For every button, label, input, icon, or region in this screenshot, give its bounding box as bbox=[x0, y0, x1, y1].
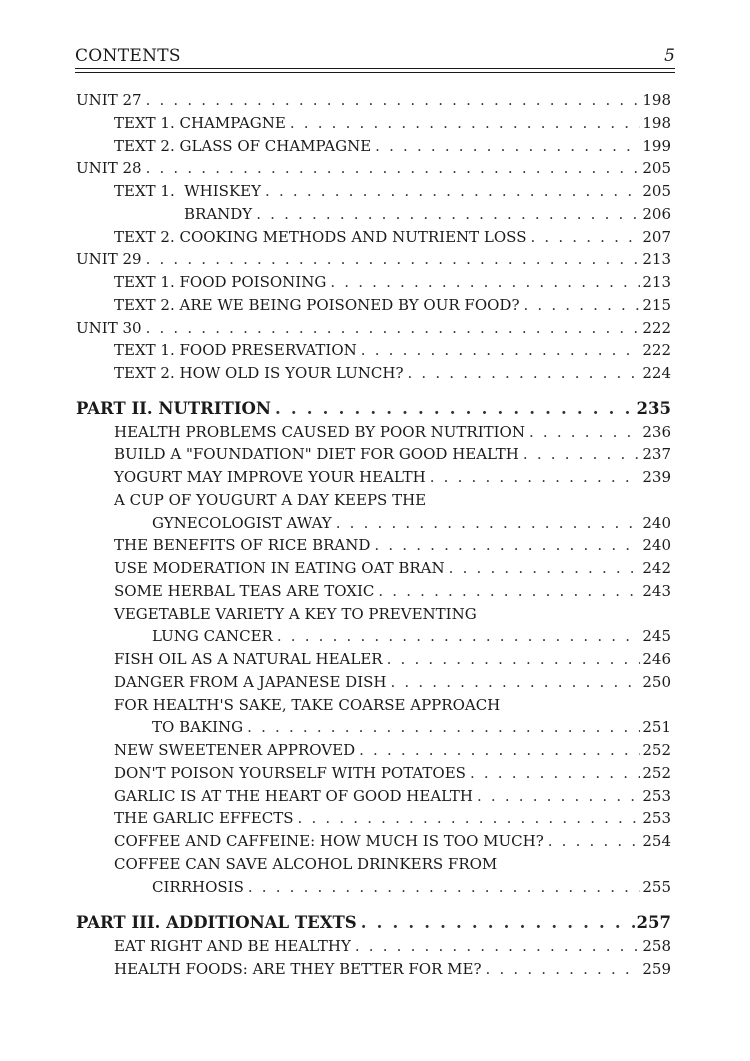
toc-entry-title: UNIT 29 bbox=[76, 250, 142, 269]
toc-entry-title: EAT RIGHT AND BE HEALTHY bbox=[114, 937, 351, 955]
toc-entry-title: UNIT 27 bbox=[76, 91, 142, 109]
toc-entry-title: BUILD A "FOUNDATION" DIET FOR GOOD HEALTH bbox=[114, 445, 519, 464]
toc-entry-title: HEALTH FOODS: ARE THEY BETTER FOR ME? bbox=[114, 959, 482, 978]
toc-entry-title: COFFEE CAN SAVE ALCOHOL DRINKERS FROM bbox=[114, 854, 498, 873]
toc-article-entry bbox=[76, 762, 671, 785]
toc-entry-page: 198 bbox=[642, 113, 671, 132]
toc-entry-page: 199 bbox=[642, 136, 671, 155]
toc-entry-page: 243 bbox=[642, 581, 671, 600]
toc-article-entry bbox=[76, 466, 671, 489]
toc-entry-page: 205 bbox=[642, 182, 671, 200]
toc-subtext-entry bbox=[76, 203, 671, 226]
toc-entry-title: NEW SWEETENER APPROVED bbox=[114, 741, 356, 759]
toc-entry-title: TEXT 2. GLASS OF CHAMPAGNE bbox=[114, 136, 372, 155]
toc-unit-entry bbox=[76, 89, 671, 112]
toc-entry-title: USE MODERATION IN EATING OAT BRAN bbox=[114, 559, 445, 577]
toc-entry-title: DANGER FROM A JAPANESE DISH bbox=[114, 672, 387, 691]
dot-leader bbox=[470, 762, 640, 785]
running-title: CONTENTS bbox=[75, 46, 181, 66]
toc-entry-page: 257 bbox=[636, 913, 671, 933]
dot-leader bbox=[330, 271, 640, 294]
toc-entry-page: 240 bbox=[642, 513, 671, 532]
toc-entry-page: 236 bbox=[642, 422, 671, 441]
toc-article-entry bbox=[76, 443, 671, 466]
toc-entry-page: 245 bbox=[642, 627, 671, 646]
toc-entry-page: 252 bbox=[642, 741, 671, 759]
dot-leader bbox=[407, 362, 640, 385]
toc-article-entry bbox=[76, 807, 671, 830]
toc-entry-page: 207 bbox=[642, 227, 671, 246]
dot-leader bbox=[277, 625, 641, 648]
toc-article-entry bbox=[76, 739, 671, 762]
toc-entry-title: LUNG CANCER bbox=[152, 627, 273, 646]
table-of-contents bbox=[76, 89, 671, 981]
toc-entry-page: 224 bbox=[642, 364, 671, 382]
dot-leader bbox=[378, 580, 640, 603]
dot-leader bbox=[146, 89, 641, 112]
dot-leader bbox=[275, 398, 635, 421]
dot-leader bbox=[359, 739, 640, 762]
dot-leader bbox=[146, 317, 641, 340]
toc-entry-title: VEGETABLE VARIETY A KEY TO PREVENTING bbox=[114, 604, 477, 623]
toc-entry-title: DON'T POISON YOURSELF WITH POTATOES bbox=[114, 763, 466, 782]
dot-leader bbox=[361, 912, 635, 935]
toc-entry-title: UNIT 30 bbox=[76, 318, 142, 337]
toc-entry-page: 253 bbox=[642, 809, 671, 828]
toc-entry-page: 255 bbox=[642, 877, 671, 896]
toc-entry-title: TEXT 1. CHAMPAGNE bbox=[114, 113, 286, 132]
dot-leader bbox=[523, 443, 640, 466]
toc-entry-title: FISH OIL AS A NATURAL HEALER bbox=[114, 650, 383, 668]
toc-entry-page: 246 bbox=[642, 650, 671, 668]
toc-article-entry bbox=[76, 958, 671, 981]
dot-leader bbox=[390, 671, 640, 694]
toc-text-entry bbox=[76, 339, 671, 362]
toc-entry-page: 259 bbox=[642, 959, 671, 978]
toc-unit-entry bbox=[76, 157, 671, 180]
toc-article-entry-line2 bbox=[76, 716, 671, 739]
toc-entry-page: 242 bbox=[642, 559, 671, 577]
dot-leader bbox=[374, 534, 640, 557]
dot-leader bbox=[387, 648, 641, 671]
toc-entry-title: FOR HEALTH'S SAKE, TAKE COARSE APPROACH bbox=[114, 695, 501, 714]
header-rule-lower bbox=[75, 72, 675, 73]
toc-entry-title: TEXT 2. ARE WE BEING POISONED BY OUR FOOD? bbox=[114, 295, 520, 314]
toc-article-entry-line1 bbox=[76, 489, 671, 512]
dot-leader bbox=[530, 226, 640, 249]
dot-leader bbox=[486, 958, 641, 981]
toc-entry-page: 252 bbox=[642, 763, 671, 782]
page-number: 5 bbox=[664, 46, 675, 66]
toc-entry-page: 235 bbox=[636, 398, 671, 418]
dot-leader bbox=[449, 557, 641, 580]
toc-text-entry bbox=[76, 362, 671, 385]
toc-entry-page: 206 bbox=[642, 204, 671, 223]
toc-entry-page: 258 bbox=[642, 937, 671, 955]
toc-article-entry bbox=[76, 648, 671, 671]
toc-entry-page: 213 bbox=[642, 273, 671, 291]
toc-entry-page: 253 bbox=[642, 786, 671, 805]
toc-article-entry-line2 bbox=[76, 512, 671, 535]
toc-entry-title: GARLIC IS AT THE HEART OF GOOD HEALTH bbox=[114, 786, 473, 805]
toc-text-entry bbox=[76, 271, 671, 294]
toc-unit-entry bbox=[76, 317, 671, 340]
dot-leader bbox=[361, 339, 641, 362]
toc-entry-page: 215 bbox=[642, 295, 671, 314]
dot-leader bbox=[355, 935, 640, 958]
toc-article-entry bbox=[76, 580, 671, 603]
toc-text-entry bbox=[76, 135, 671, 158]
dot-leader bbox=[524, 294, 641, 317]
toc-entry-title: HEALTH PROBLEMS CAUSED BY POOR NUTRITION bbox=[114, 422, 525, 441]
toc-entry-title: YOGURT MAY IMPROVE YOUR HEALTH bbox=[114, 468, 426, 486]
toc-entry-title: THE BENEFITS OF RICE BRAND bbox=[114, 536, 371, 555]
toc-entry-page: 250 bbox=[642, 672, 671, 691]
toc-part-heading bbox=[76, 912, 671, 935]
running-head bbox=[75, 46, 675, 70]
toc-article-entry bbox=[76, 534, 671, 557]
toc-article-entry-line1 bbox=[76, 603, 671, 626]
dot-leader bbox=[336, 512, 641, 535]
toc-part-heading bbox=[76, 398, 671, 421]
toc-article-entry bbox=[76, 671, 671, 694]
dot-leader bbox=[529, 421, 640, 444]
toc-entry-page: 254 bbox=[642, 832, 671, 850]
toc-entry-page: 222 bbox=[642, 341, 671, 360]
dot-leader bbox=[248, 876, 641, 899]
toc-entry-page: 251 bbox=[642, 718, 671, 737]
toc-text-entry bbox=[76, 226, 671, 249]
toc-entry-page: 205 bbox=[642, 159, 671, 178]
toc-entry-page: 240 bbox=[642, 536, 671, 555]
toc-entry-title: PART II. NUTRITION bbox=[76, 398, 272, 418]
toc-article-entry bbox=[76, 935, 671, 958]
dot-leader bbox=[256, 203, 640, 226]
toc-article-entry bbox=[76, 557, 671, 580]
toc-entry-title: CIRRHOSIS bbox=[152, 877, 244, 896]
toc-article-entry bbox=[76, 830, 671, 853]
toc-entry-title: GYNECOLOGIST AWAY bbox=[152, 513, 332, 532]
dot-leader bbox=[375, 135, 640, 158]
toc-entry-title: TO BAKING bbox=[152, 718, 244, 737]
toc-text-entry bbox=[76, 112, 671, 135]
toc-unit-entry bbox=[76, 248, 671, 271]
toc-entry-page: 237 bbox=[642, 445, 671, 464]
toc-article-entry-line2 bbox=[76, 876, 671, 899]
dot-leader bbox=[265, 180, 640, 203]
dot-leader bbox=[146, 157, 641, 180]
toc-article-entry-line1 bbox=[76, 694, 671, 717]
toc-entry-title: PART III. ADDITIONAL TEXTS bbox=[76, 913, 357, 933]
toc-text-entry bbox=[76, 294, 671, 317]
dot-leader bbox=[247, 716, 640, 739]
header-rule-upper bbox=[75, 68, 675, 69]
toc-article-entry-line2 bbox=[76, 625, 671, 648]
toc-text-entry bbox=[76, 180, 671, 203]
dot-leader bbox=[298, 807, 641, 830]
dot-leader bbox=[290, 112, 641, 135]
toc-article-entry bbox=[76, 421, 671, 444]
toc-entry-page: 213 bbox=[642, 250, 671, 269]
toc-entry-title: COFFEE AND CAFFEINE: HOW MUCH IS TOO MUCH? bbox=[114, 832, 544, 850]
toc-entry-page: 222 bbox=[642, 318, 671, 337]
dot-leader bbox=[430, 466, 641, 489]
toc-entry-title: SOME HERBAL TEAS ARE TOXIC bbox=[114, 581, 375, 600]
toc-entry-title: TEXT 1. WHISKEY bbox=[114, 182, 262, 200]
toc-entry-title: BRANDY bbox=[184, 204, 253, 223]
toc-entry-title: THE GARLIC EFFECTS bbox=[114, 809, 294, 828]
toc-entry-title: UNIT 28 bbox=[76, 159, 142, 178]
toc-entry-title: TEXT 2. HOW OLD IS YOUR LUNCH? bbox=[114, 364, 404, 382]
toc-article-entry bbox=[76, 785, 671, 808]
toc-entry-title: TEXT 1. FOOD PRESERVATION bbox=[114, 341, 357, 360]
toc-entry-title: A CUP OF YOUGURT A DAY KEEPS THE bbox=[114, 490, 427, 509]
dot-leader bbox=[548, 830, 641, 853]
toc-entry-title: TEXT 2. COOKING METHODS AND NUTRIENT LOSS bbox=[114, 227, 527, 246]
toc-entry-page: 198 bbox=[642, 91, 671, 109]
toc-entry-title: TEXT 1. FOOD POISONING bbox=[114, 273, 327, 291]
toc-entry-page: 239 bbox=[642, 468, 671, 486]
dot-leader bbox=[146, 248, 641, 271]
dot-leader bbox=[477, 785, 640, 808]
toc-article-entry-line1 bbox=[76, 853, 671, 876]
